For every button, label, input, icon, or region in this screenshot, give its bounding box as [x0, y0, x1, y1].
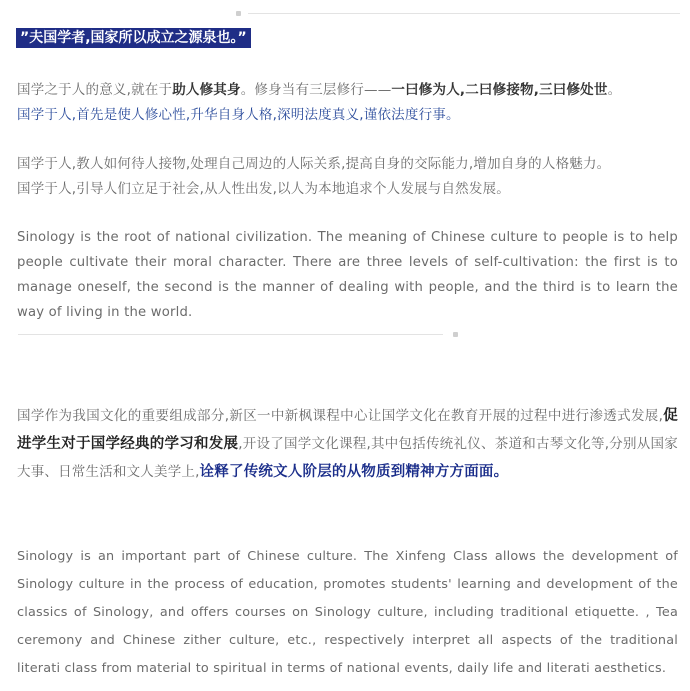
- quote-banner: ”夫国学者,国家所以成立之源泉也。”: [16, 28, 251, 48]
- cn3-text-1: 国学作为我国文化的重要组成部分,新区一中新枫课程中心让国学文化在教育开展的过程中进行渗透式发展,: [17, 408, 664, 424]
- cn2-line-1: 国学于人,教人如何待人接物,处理自己周边的人际关系,提高自身的交际能力,增加自身的人格魅力。: [17, 156, 611, 172]
- cn1-end: 。: [607, 82, 622, 98]
- divider-dot-middle: [453, 332, 458, 337]
- intro-paragraph-cn: [17, 78, 678, 128]
- cn2-line-2: 国学于人,引导人们立足于社会,从人性出发,以人为本地追求个人发展与自然发展。: [17, 181, 510, 197]
- cn1-text: 国学之于人的意义,就在于: [17, 82, 173, 98]
- cn1-line-2: 国学于人,首先是使人修心性,升华自身人格,深明法度真义,谨依法度行事。: [17, 107, 460, 123]
- cn1-text-mid: 。修身当有三层修行——: [240, 82, 392, 98]
- cn3-bold-1: 促进学生对于国学经典的学习和发展: [17, 408, 679, 452]
- cn3-text-2: ,开设了国学文化课程,其中包括传统礼仪、茶道和古琴文化等,分别从国家大事、日常生活和文人美学上,: [17, 436, 678, 480]
- course-paragraph-cn: [17, 402, 678, 486]
- cn1-bold-1: 助人修其身: [172, 82, 241, 98]
- divider-middle: [18, 334, 443, 335]
- english-paragraph-1: Sinology is the root of national civilization. The meaning of Chinese culture to people is to help people cultivate their moral character. There are three levels of self-cultivation: the first is to manage oneself, the second is the manner of dealing with people, and the third is to learn the way of living in the world.: [17, 230, 678, 320]
- english-paragraph-2: Sinology is an important part of Chinese culture. The Xinfeng Class allows the development of Sinology culture in the process of education, promotes students' learning and development of the classics of Sinology, and offers courses on Sinology culture, including traditional etiquette. , Tea ceremony and Chinese zither culture, etc., respectively interpret all aspects of the traditional literati class from material to spiritual in terms of national events, daily life and literati aesthetics.: [17, 549, 678, 676]
- divider-dot-top: [236, 11, 241, 16]
- cn1-bold-2: 一曰修为人,二曰修接物,三曰修处世: [391, 82, 608, 98]
- divider-top: [248, 13, 680, 14]
- second-paragraph-cn: [17, 152, 678, 202]
- cn3-bold-2: 诠释了传统文人阶层的从物质到精神方方面面。: [199, 464, 509, 480]
